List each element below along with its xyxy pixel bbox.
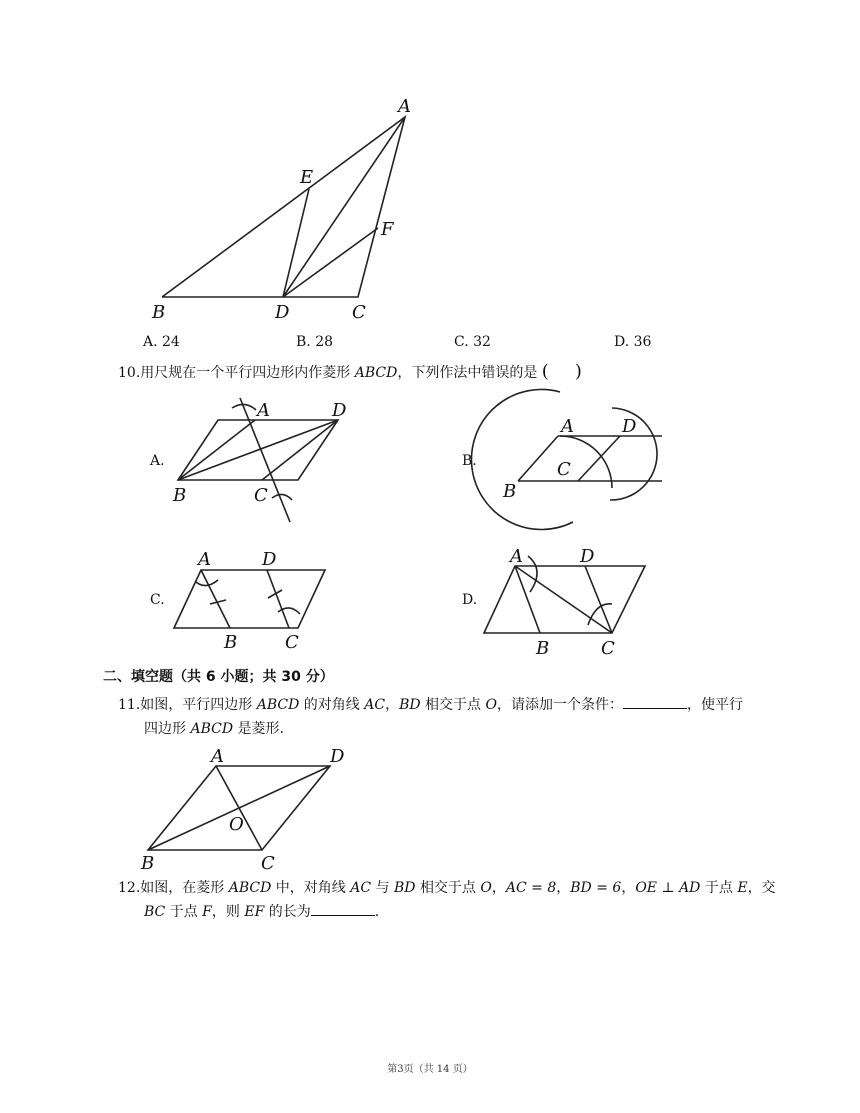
q10-number: 10.: [118, 365, 141, 381]
q12-math-10: F: [202, 904, 212, 920]
q10c-label-a: A: [198, 549, 211, 570]
q10-math: ABCD: [354, 365, 398, 381]
q11-math-2: AC: [364, 697, 386, 713]
q11-number: 11.: [118, 697, 141, 713]
q10c-label-c: C: [285, 632, 299, 653]
q12-text-11: ，则: [211, 904, 240, 920]
q10d-label-b: B: [536, 638, 550, 659]
q12-text-10: 于点: [169, 904, 198, 920]
q10d-label-c: C: [601, 638, 615, 659]
q11-text-6: ，使平行: [686, 697, 743, 713]
q10-paren-open: (: [541, 361, 549, 382]
q9-label-f: F: [381, 219, 394, 240]
q12-math-7: OE ⊥ AD: [635, 880, 701, 896]
q11-text-1: 如图，平行四边形: [140, 697, 253, 713]
q12-text-2: 中，对角线: [275, 880, 346, 896]
q12-text-8: 于点: [704, 880, 733, 896]
q10b-label-b: B: [503, 481, 517, 502]
q11-text-8: 是菱形.: [237, 721, 284, 737]
q11-text-4: 相交于点: [425, 697, 482, 713]
q9-option-d: D. 36: [614, 334, 652, 350]
q12-text-9: ，交: [747, 880, 776, 896]
q9-label-b: B: [152, 302, 166, 323]
q12-math-2: AC: [350, 880, 372, 896]
q9-option-c: C. 32: [454, 334, 491, 350]
q10-text: 用尺规在一个平行四边形内作菱形: [140, 365, 351, 381]
q10-text2: ，下列作法中错误的是: [397, 365, 538, 381]
q11-text-2: 的对角线: [303, 697, 360, 713]
q10b-label-d: D: [622, 416, 637, 437]
q10d-label-a: A: [510, 546, 523, 567]
q11-text-7: 四边形: [144, 721, 186, 737]
q10c-label-d: D: [262, 549, 277, 570]
q11-math-4: O: [485, 697, 497, 713]
q10d-label-d: D: [580, 546, 595, 567]
q11-math-3: BD: [399, 697, 421, 713]
q12-text-4: 相交于点: [419, 880, 476, 896]
q12-text-7: ，: [621, 880, 636, 896]
q9-label-c: C: [352, 302, 366, 323]
q10b-label-c: C: [557, 459, 571, 480]
q10a-label-d: D: [332, 400, 347, 421]
q12-math-11: EF: [244, 904, 265, 920]
q11-math-1: ABCD: [256, 697, 300, 713]
q11-diagonal-bd: [148, 766, 330, 850]
q11-math-5: ABCD: [190, 721, 234, 737]
q12-math-1: ABCD: [228, 880, 272, 896]
q12-math-8: E: [737, 880, 748, 896]
q10-option-b-label: B.: [462, 453, 477, 469]
q11-label-o: O: [229, 814, 244, 835]
q12-text-5: ，: [491, 880, 506, 896]
q12-math-3: BD: [393, 880, 416, 896]
q10-paren-close: ): [574, 361, 582, 382]
q9-option-a: A. 24: [143, 334, 180, 350]
q12-text-3: 与: [375, 880, 390, 896]
q10-option-d-label: D.: [462, 592, 478, 608]
q12-math-5: AC = 8: [505, 880, 557, 896]
q10-option-c-label: C.: [150, 592, 165, 608]
q10c-label-b: B: [224, 632, 238, 653]
q9-label-a: A: [398, 96, 411, 117]
q10a-label-c: C: [254, 485, 268, 506]
q11-label-a: A: [211, 746, 224, 767]
q12-math-9: BC: [144, 904, 166, 920]
q12-math-4: O: [480, 880, 492, 896]
q9-label-d: D: [275, 302, 290, 323]
q10-option-a-label: A.: [150, 453, 165, 469]
q11-label-d: D: [330, 746, 345, 767]
q12-text-13: .: [374, 904, 380, 920]
q11-text-5: ，请添加一个条件：: [496, 697, 623, 713]
page-footer: 第3页（共 14 页）: [387, 1064, 473, 1075]
q12-text-12: 的长为: [268, 904, 311, 920]
q12-math-6: BD = 6: [570, 880, 622, 896]
q11-text-3: ，: [385, 697, 400, 713]
q12-question: [118, 876, 776, 924]
q12-number: 12.: [118, 880, 141, 896]
q10a-label-a: A: [257, 400, 270, 421]
q10b-label-a: A: [561, 416, 574, 437]
q9-option-b: B. 28: [296, 334, 334, 350]
section-title: 二、填空题（共 6 小题；共 30 分）: [103, 669, 334, 685]
q9-label-e: E: [300, 167, 314, 188]
q11-label-c: C: [261, 853, 275, 874]
q11-label-b: B: [141, 853, 155, 874]
q12-text-6: ，: [556, 880, 571, 896]
q12-answer-blank[interactable]: [311, 901, 375, 916]
q10a-label-b: B: [173, 485, 187, 506]
q12-text-1: 如图，在菱形: [140, 880, 225, 896]
